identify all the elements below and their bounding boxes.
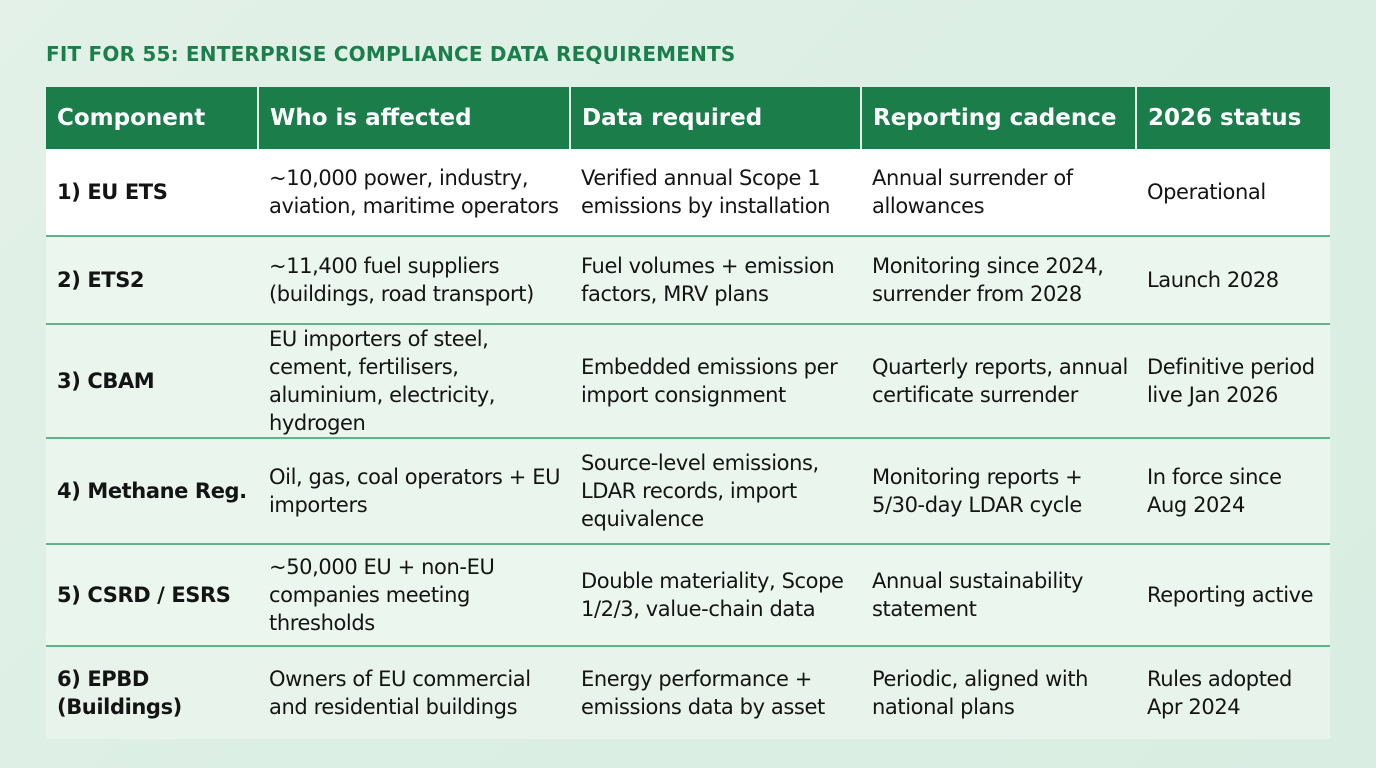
status-cell: Operational (1136, 149, 1330, 236)
status-cell: Reporting active (1136, 544, 1330, 646)
column-header-data-required: Data required (570, 87, 861, 149)
status-cell: Definitive period live Jan 2026 (1136, 324, 1330, 438)
who-affected-cell: Oil, gas, coal operators + EU importers (258, 438, 570, 544)
table-row (46, 236, 1330, 324)
table-row (46, 438, 1330, 544)
component-cell: 4) Methane Reg. (46, 438, 258, 544)
who-affected-cell: EU importers of steel, cement, fertilisers, aluminium, electricity, hydrogen (258, 324, 570, 438)
data-required-cell: Fuel volumes + emission factors, MRV plans (570, 236, 861, 324)
reporting-cadence-cell: Periodic, aligned with national plans (861, 646, 1136, 739)
page-title: FIT FOR 55: ENTERPRISE COMPLIANCE DATA REQUIREMENTS (46, 42, 736, 66)
data-required-cell: Embedded emissions per import consignment (570, 324, 861, 438)
reporting-cadence-cell: Monitoring since 2024, surrender from 2028 (861, 236, 1136, 324)
table-header-row (46, 87, 1330, 149)
component-cell: 5) CSRD / ESRS (46, 544, 258, 646)
data-required-cell: Energy performance + emissions data by asset (570, 646, 861, 739)
data-required-cell: Source-level emissions, LDAR records, import equivalence (570, 438, 861, 544)
component-cell: 1) EU ETS (46, 149, 258, 236)
who-affected-cell: Owners of EU commercial and residential buildings (258, 646, 570, 739)
reporting-cadence-cell: Quarterly reports, annual certificate surrender (861, 324, 1136, 438)
reporting-cadence-cell: Annual sustainability statement (861, 544, 1136, 646)
column-header-status: 2026 status (1136, 87, 1330, 149)
status-cell: Launch 2028 (1136, 236, 1330, 324)
table-row (46, 646, 1330, 739)
reporting-cadence-cell: Annual surrender of allowances (861, 149, 1136, 236)
component-cell: 6) EPBD (Buildings) (46, 646, 258, 739)
data-required-cell: Double materiality, Scope 1/2/3, value-chain data (570, 544, 861, 646)
who-affected-cell: ~10,000 power, industry, aviation, maritime operators (258, 149, 570, 236)
column-header-component: Component (46, 87, 258, 149)
compliance-table (46, 87, 1330, 739)
table-row (46, 324, 1330, 438)
column-header-who-affected: Who is affected (258, 87, 570, 149)
status-cell: In force since Aug 2024 (1136, 438, 1330, 544)
status-cell: Rules adopted Apr 2024 (1136, 646, 1330, 739)
data-required-cell: Verified annual Scope 1 emissions by installation (570, 149, 861, 236)
table-row (46, 544, 1330, 646)
component-cell: 3) CBAM (46, 324, 258, 438)
column-header-reporting-cadence: Reporting cadence (861, 87, 1136, 149)
who-affected-cell: ~11,400 fuel suppliers (buildings, road transport) (258, 236, 570, 324)
component-cell: 2) ETS2 (46, 236, 258, 324)
reporting-cadence-cell: Monitoring reports + 5/30-day LDAR cycle (861, 438, 1136, 544)
who-affected-cell: ~50,000 EU + non-EU companies meeting thresholds (258, 544, 570, 646)
table-row (46, 149, 1330, 236)
